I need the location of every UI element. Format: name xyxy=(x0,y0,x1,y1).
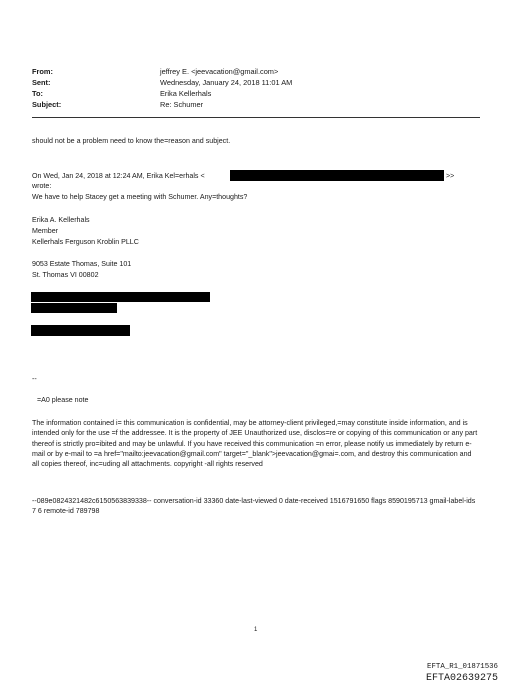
to-value: Erika Kellerhals xyxy=(160,89,212,98)
page-number: 1 xyxy=(254,627,258,633)
please-note: =A0 please note xyxy=(37,396,89,404)
wrote-label: wrote: xyxy=(32,182,52,190)
redaction-bar xyxy=(31,325,130,336)
bates-number-secondary: EFTA02639275 xyxy=(425,673,498,684)
sent-label: Sent: xyxy=(32,78,51,87)
signature-name: Erika A. Kellerhals xyxy=(32,216,90,224)
quoted-message: We have to help Stacey get a meeting with Schumer. Any=thoughts? xyxy=(32,193,248,201)
bates-number-primary: EFTA_R1_01871536 xyxy=(427,663,498,671)
subject-label: Subject: xyxy=(32,100,62,109)
quote-intro-end: >> xyxy=(446,172,455,180)
redaction-bar xyxy=(230,170,444,181)
redaction-bar xyxy=(31,292,210,302)
message-metadata: --089e0824321482c6150563839338-- conversation-id 33360 date-last-viewed 0 date-received 1516791650 flags 8590195713 gmail-label-ids 7 6 remote-id 789798 xyxy=(32,497,476,516)
quote-intro: On Wed, Jan 24, 2018 at 12:24 AM, Erika Kel=erhals < xyxy=(32,172,205,180)
subject-value: Re: Schumer xyxy=(160,100,204,109)
signature-address-line1: 9053 Estate Thomas, Suite 101 xyxy=(32,260,132,268)
header-divider xyxy=(32,117,480,118)
signature-address-line2: St. Thomas VI 00802 xyxy=(32,271,99,279)
confidentiality-disclaimer: The information contained i= this communication is confidential, may be attorney-client privileged,=may constitute inside information, and is intended only for the use =f the addressee. It is the property of JEE Unauthorized use, disclos=re or copying of this communication or any part thereof is strictly pro=ibited and may be unlawful. If you have received this communication =n error, please notify us immediately by return e-mail or by e-mail to =a href="mailto:jeevacation@gmail.com" target="_blank">jeevacation@gmai=.com, and destroy this communication and all copies thereof, inc=uding all attachments. copyright -all rights reserved xyxy=(32,419,478,469)
sent-value: Wednesday, January 24, 2018 11:01 AM xyxy=(160,78,293,87)
signature-title: Member xyxy=(32,227,59,235)
signature-firm: Kellerhals Ferguson Kroblin PLLC xyxy=(32,238,139,246)
separator-dashes: -- xyxy=(32,375,37,383)
reply-text: should not be a problem need to know the=reason and subject. xyxy=(32,137,231,145)
to-label: To: xyxy=(32,89,43,98)
from-value: jeffrey E. <jeevacation@gmail.com> xyxy=(160,67,279,76)
redaction-bar xyxy=(31,303,117,313)
from-label: From: xyxy=(32,67,53,76)
